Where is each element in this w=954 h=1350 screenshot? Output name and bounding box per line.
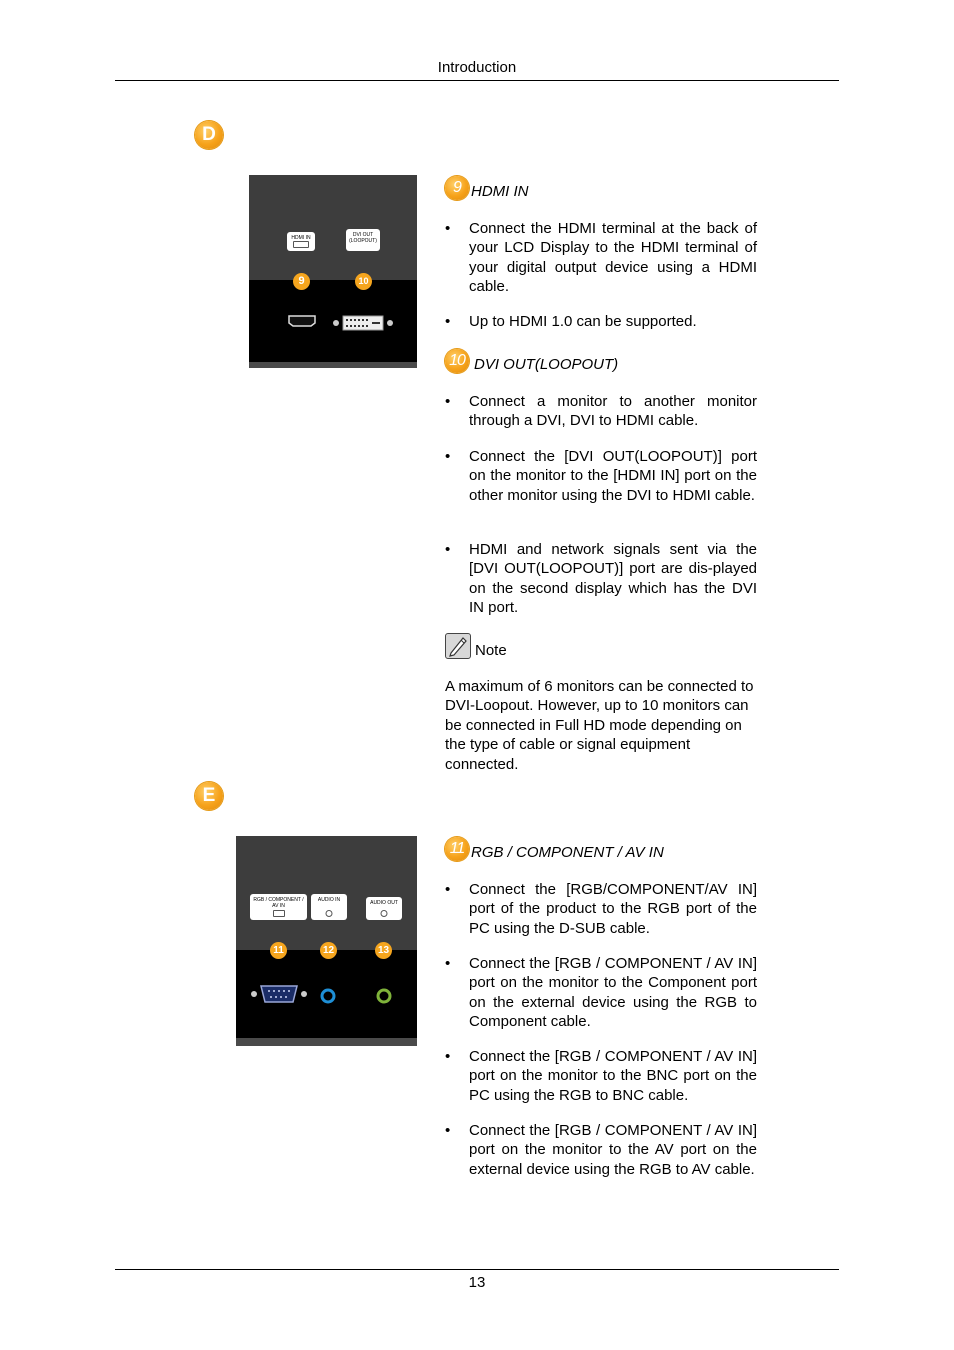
dvi-bullet-2: • Connect the [DVI OUT(LOOPOUT)] port on the monitor to the [HDMI IN] port on the other monitor using the DVI to HDMI cable. (445, 448, 757, 504)
page-number: 13 (468, 1274, 486, 1291)
panel-badge-10: 10 (355, 273, 372, 290)
note-heading: Note (445, 633, 507, 659)
running-header: Introduction (437, 59, 517, 76)
hdmi-bullet-1: • Connect the HDMI terminal at the back of your LCD Display to the HDMI terminal of your digital output device using a HDMI cable. (445, 220, 757, 296)
audio-in-jack-icon (320, 988, 336, 1004)
vga-port-icon (249, 983, 309, 1005)
dvi-out-heading: 10 DVI OUT(LOOPOUT) (445, 348, 618, 373)
hdmi-dvi-panel-image (249, 175, 417, 368)
dvi-bullet-3: • HDMI and network signals sent via the [DVI OUT(LOOPOUT)] port are dis-played on the second display which has the DVI IN port. (445, 541, 757, 617)
audio-out-jack-icon (376, 988, 392, 1004)
dvi-bullet-1: • Connect a monitor to another monitor through a DVI, DVI to HDMI cable. (445, 393, 757, 430)
rgb-bullet-2: • Connect the [RGB / COMPONENT / AV IN] port on the monitor to the Component port on the external device using the RGB to Component cable. (445, 955, 757, 1031)
number-9-icon: 9 (445, 176, 469, 200)
panel-badge-11: 11 (270, 942, 287, 959)
number-11-icon: 11 (445, 837, 469, 861)
note-pencil-icon (445, 633, 471, 659)
rgb-bullet-4: • Connect the [RGB / COMPONENT / AV IN] port on the monitor to the AV port on the external device using the RGB to AV cable. (445, 1122, 757, 1178)
rgb-bullet-1: • Connect the [RGB/COMPONENT/AV IN] port of the product to the RGB port of the PC using the D-SUB cable. (445, 881, 757, 937)
panel-label-rgb: RGB / COMPONENT / AV IN (250, 894, 307, 920)
panel-label-audio-in: AUDIO IN (311, 894, 347, 920)
hdmi-in-heading: 9 HDMI IN (445, 175, 529, 200)
header-rule (115, 80, 839, 81)
panel-label-hdmi-in: HDMI IN (287, 232, 315, 251)
rgb-audio-panel-image (236, 836, 417, 1046)
dvi-port-icon (331, 314, 397, 332)
panel-badge-12: 12 (320, 942, 337, 959)
footer-rule (115, 1269, 839, 1270)
note-text: A maximum of 6 monitors can be connected to DVI-Loopout. However, up to 10 monitors can be connected in Full HD mode depending on the type of cable or signal equipment connected. (445, 678, 754, 773)
hdmi-bullet-2: • Up to HDMI 1.0 can be supported. (445, 313, 697, 330)
panel-label-dvi-out: DVI OUT (LOOPOUT) (346, 229, 380, 251)
section-d-badge: D (195, 121, 223, 149)
panel-label-audio-out: AUDIO OUT (366, 897, 402, 920)
rgb-component-av-heading: 11 RGB / COMPONENT / AV IN (445, 836, 664, 861)
panel-badge-13: 13 (375, 942, 392, 959)
number-10-icon: 10 (445, 349, 469, 373)
panel-badge-9: 9 (293, 273, 310, 290)
hdmi-port-icon (287, 314, 317, 328)
section-e-badge: E (195, 782, 223, 810)
rgb-bullet-3: • Connect the [RGB / COMPONENT / AV IN] port on the monitor to the BNC port on the PC using the RGB to BNC cable. (445, 1048, 757, 1104)
